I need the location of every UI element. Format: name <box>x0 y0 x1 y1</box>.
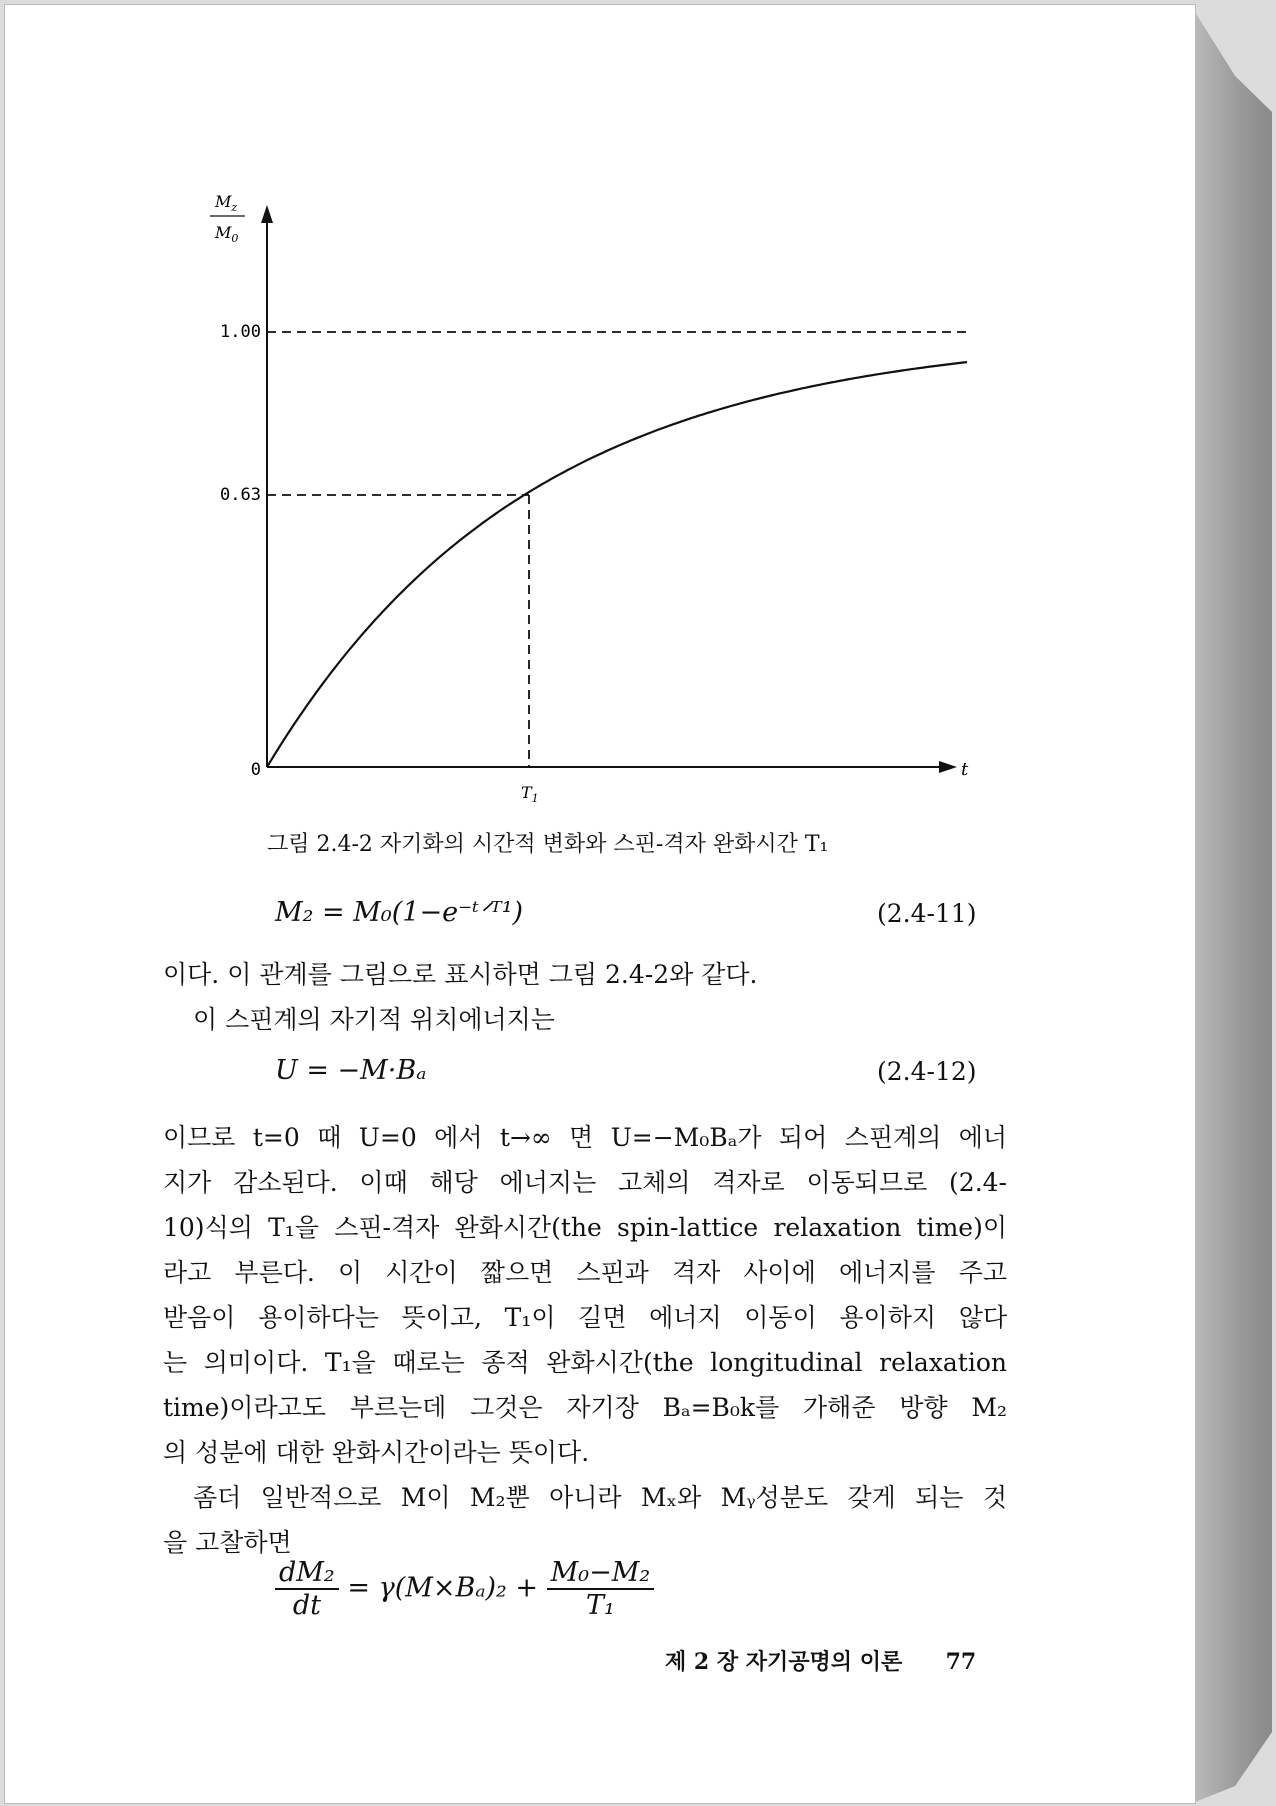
paragraph2-line: 을 고찰하면 <box>163 1528 292 1557</box>
book-page-edges <box>1190 4 1272 1804</box>
page-number: 77 <box>945 1649 977 1675</box>
bloch-middle-term: = γ(M×Bₐ)₂ + <box>347 1572 539 1604</box>
tick-label-1: 1.00 <box>220 322 261 342</box>
bloch-rhs-denominator: T₁ <box>586 1590 615 1621</box>
equation-number-2-4-11: (2.4-11) <box>877 899 977 928</box>
x-axis-arrow <box>939 761 957 773</box>
paragraph1-line: 이므로 t=0 때 U=0 에서 t→∞ 면 U=−M₀Bₐ가 되어 스핀계의 에너 <box>163 1123 1007 1152</box>
y-axis-label-numerator: $M_z$ <box>215 192 238 214</box>
text-line-energy-intro: 이 스핀계의 자기적 위치에너지는 <box>193 1005 555 1034</box>
body-paragraphs <box>163 1115 1007 1565</box>
tick-label-0: 0 <box>250 760 261 780</box>
paragraph1-line: 의 성분에 대한 완화시간이라는 뜻이다. <box>163 1438 590 1467</box>
t1-axis-label: $T_1$ <box>521 783 539 805</box>
paragraph1-line: 받음이 용이하다는 뜻이고, T₁이 길면 에너지 이동이 용이하지 않다 <box>163 1303 1007 1332</box>
magnetization-curve <box>267 362 967 767</box>
y-axis-label-denominator: $M_0$ <box>215 223 239 245</box>
equation-number-2-4-12: (2.4-12) <box>877 1057 977 1086</box>
paragraph2-line: 좀더 일반적으로 M이 M₂뿐 아니라 Mₓ와 Mᵧ성분도 갖게 되는 것 <box>193 1483 1007 1512</box>
equation-2-4-12: U = −M·Bₐ <box>275 1055 427 1086</box>
bloch-rhs-fraction <box>547 1557 655 1621</box>
paragraph1-line: 10)식의 T₁을 스핀-격자 완화시간(the spin-lattice relaxation time)이 <box>163 1213 1007 1242</box>
bloch-lhs-fraction <box>275 1557 339 1621</box>
figure-caption: 그림 2.4-2 자기화의 시간적 변화와 스핀-격자 완화시간 T₁ <box>267 832 829 857</box>
y-axis-arrow <box>261 205 273 223</box>
relaxation-figure <box>5 5 1195 805</box>
paragraph1-line: 지가 감소된다. 이때 해당 에너지는 고체의 격자로 이동되므로 (2.4- <box>163 1168 1007 1197</box>
tick-label-063: 0.63 <box>220 485 261 505</box>
chapter-title: 제 2 장 자기공명의 이론 <box>665 1649 903 1675</box>
paragraph1-line: 라고 부른다. 이 시간이 짧으면 스핀과 격자 사이에 에너지를 주고 <box>163 1258 1007 1287</box>
bloch-lhs-numerator: dM₂ <box>275 1557 339 1590</box>
text-line-after-eq1: 이다. 이 관계를 그림으로 표시하면 그림 2.4-2와 같다. <box>163 960 758 989</box>
equation-2-4-11: M₂ = M₀(1−e⁻ᵗᐟᵀ¹) <box>275 897 524 928</box>
bloch-rhs-numerator: M₀−M₂ <box>547 1557 655 1590</box>
book-page <box>4 4 1196 1804</box>
page-footer <box>665 1645 976 1676</box>
bloch-lhs-denominator: dt <box>292 1590 321 1621</box>
x-axis-label: t <box>961 759 969 780</box>
paragraph1-line: time)이라고도 부르는데 그것은 자기장 Bₐ=B₀k를 가해준 방향 M₂ <box>163 1393 1007 1422</box>
paragraph1-line: 는 의미이다. T₁을 때로는 종적 완화시간(the longitudinal relaxation <box>163 1348 1007 1377</box>
bloch-equation <box>275 1557 654 1621</box>
